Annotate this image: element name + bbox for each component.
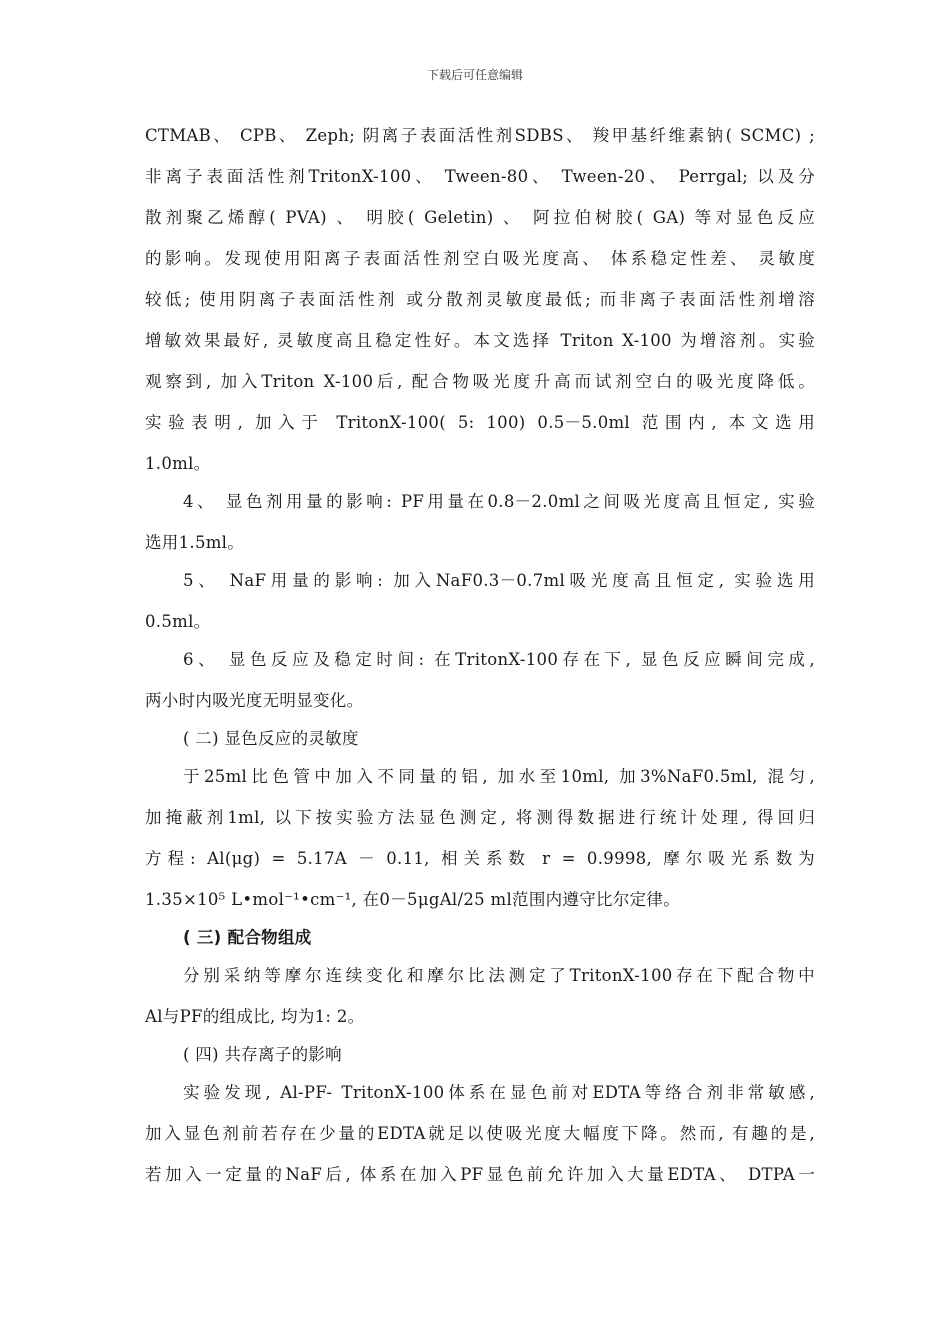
paragraph-line: 1.35×10⁵ L•mol⁻¹•cm⁻¹, 在0－5μgAl/25 ml范围内遵守比尔定律。 bbox=[145, 890, 681, 909]
paragraph-line: 散剂聚乙烯醇( PVA) 、 明胶( Geletin) 、 阿拉伯树胶( GA) 等对显色反应 bbox=[145, 208, 815, 227]
paragraph-line: 非离子表面活性剂TritonX-100、 Tween-80、 Tween-20、 Perrgal; 以及分 bbox=[145, 167, 815, 186]
paragraph-line: 实验表明, 加入于 TritonX-100( 5: 100) 0.5－5.0ml 范围内, 本文选用 bbox=[145, 413, 815, 432]
paragraph-line: 方程: Al(μg) = 5.17A － 0.11, 相关系数 r = 0.9998, 摩尔吸光系数为 bbox=[145, 849, 815, 868]
paragraph-line: Al与PF的组成比, 均为1: 2。 bbox=[145, 1007, 365, 1026]
paragraph-line: 加入显色剂前若存在少量的EDTA就足以使吸光度大幅度下降。然而, 有趣的是, bbox=[145, 1124, 815, 1143]
paragraph-line: 0.5ml。 bbox=[145, 612, 211, 631]
paragraph-line: 实验发现, Al-PF- TritonX-100体系在显色前对EDTA等络合剂非常敏感, bbox=[183, 1083, 815, 1102]
paragraph-line: 分别采纳等摩尔连续变化和摩尔比法测定了TritonX-100存在下配合物中 bbox=[183, 966, 815, 985]
paragraph-line: 加掩蔽剂1ml, 以下按实验方法显色测定, 将测得数据进行统计处理, 得回归 bbox=[145, 808, 815, 827]
paragraph-line: 5、 NaF用量的影响: 加入NaF0.3－0.7ml吸光度高且恒定, 实验选用 bbox=[183, 571, 815, 590]
paragraph-line: 6、 显色反应及稳定时间: 在TritonX-100存在下, 显色反应瞬间完成, bbox=[183, 650, 815, 669]
paragraph-line: 若加入一定量的NaF后, 体系在加入PF显色前允许加入大量EDTA、 DTPA一 bbox=[145, 1165, 815, 1184]
section-heading: ( 三) 配合物组成 bbox=[183, 928, 312, 947]
paragraph-line: CTMAB、 CPB、 Zeph; 阴离子表面活性剂SDBS、 羧甲基纤维素钠( SCMC) ; bbox=[145, 126, 815, 145]
paragraph-line: 较低; 使用阴离子表面活性剂 或分散剂灵敏度最低; 而非离子表面活性剂增溶 bbox=[145, 290, 815, 309]
section-heading: ( 二) 显色反应的灵敏度 bbox=[183, 729, 359, 748]
paragraph-line: 两小时内吸光度无明显变化。 bbox=[145, 691, 364, 710]
paragraph-line: 4、 显色剂用量的影响: PF用量在0.8－2.0ml之间吸光度高且恒定, 实验 bbox=[183, 492, 815, 511]
paragraph-line: 1.0ml。 bbox=[145, 454, 211, 473]
paragraph-line: 的影响。发现使用阳离子表面活性剂空白吸光度高、 体系稳定性差、 灵敏度 bbox=[145, 249, 815, 268]
paragraph-line: 观察到, 加入Triton X-100后, 配合物吸光度升高而试剂空白的吸光度降低。 bbox=[145, 372, 815, 391]
paragraph-line: 选用1.5ml。 bbox=[145, 533, 245, 552]
page-header: 下载后可任意编辑 bbox=[426, 68, 523, 82]
paragraph-line: 于25ml比色管中加入不同量的铝, 加水至10ml, 加3%NaF0.5ml, 混匀, bbox=[183, 767, 815, 786]
paragraph-line: 增敏效果最好, 灵敏度高且稳定性好。本文选择 Triton X-100 为增溶剂。实验 bbox=[145, 331, 815, 350]
section-heading: ( 四) 共存离子的影响 bbox=[183, 1045, 342, 1064]
